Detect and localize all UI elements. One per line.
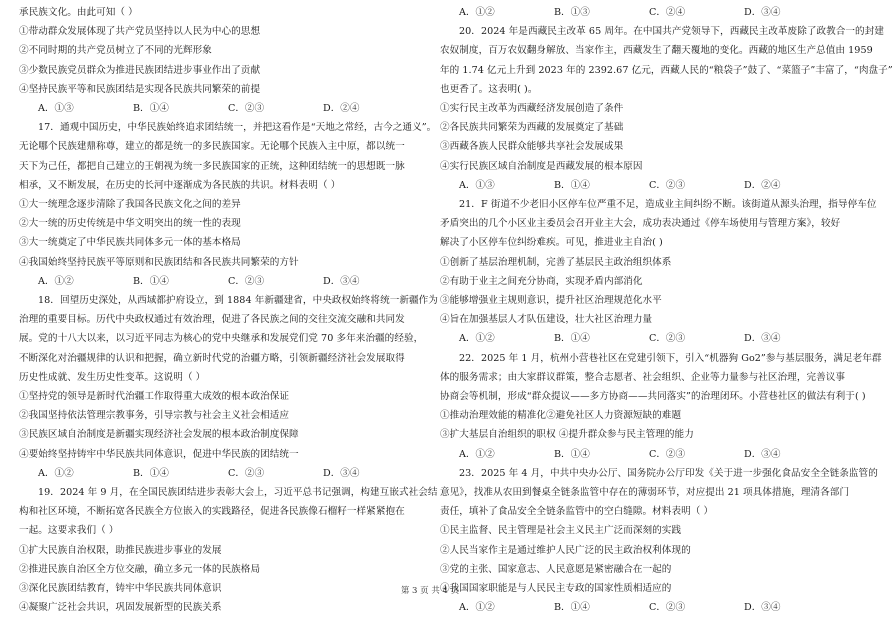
answer-option: B．①④ [554, 448, 590, 460]
answer-option: A．①③ [38, 103, 74, 115]
right-column [440, 3, 893, 618]
answer-options [19, 272, 424, 291]
answer-option: C．②③ [649, 333, 686, 345]
text-line: 不断深化对治疆规律的认识和把握，确立新时代党的治疆方略，引领新疆经济社会发展取得 [19, 352, 405, 364]
answer-option: D．③④ [744, 448, 781, 460]
text-line: ①坚持党的领导是新时代治疆工作取得重大成效的根本政治保证 [19, 391, 290, 403]
answer-option: D．③④ [744, 7, 781, 18]
text-line: ②推进民族自治区全方位交融，确立多元一体的民族格局 [19, 563, 261, 575]
text-line: 治理的重要目标。历代中央政权通过有效治理，促进了各民族之间的交往交流交融和共同发 [19, 314, 405, 326]
answer-options [19, 464, 424, 483]
answer-option: C．②④ [649, 7, 686, 18]
text-line: 协商会等机制，形成“群众提议——多方协商——共同落实”的治理闭环。小营巷社区的做法有利于( ) [440, 391, 866, 403]
text-line: 农奴制度，百万农奴翻身解放、当家作主，西藏发生了翻天覆地的变化。西藏的地区生产总值由 1959 [440, 45, 873, 57]
text-line: ②有助于业主之间充分协商，实现矛盾内部消化 [440, 275, 643, 287]
answer-option: C．②③ [228, 275, 265, 287]
question-stem: 19．2024 年 9 月，在全国民族团结进步表彰大会上，习近平总书记强调，构建互嵌式社会结 [38, 487, 438, 499]
answer-option: A．①② [38, 467, 74, 479]
text-line: ①带动群众发展体现了共产党员坚持以人民为中心的思想 [19, 26, 261, 38]
text-line: ②人民当家作主是通过维护人民广泛的民主政治权利体现的 [440, 544, 691, 556]
answer-option: C．②③ [649, 448, 686, 460]
text-line: ②各民族共同繁荣为西藏的发展奠定了基础 [440, 122, 624, 134]
text-line: ④我国国家职能是与人民民主专政的国家性质相适应的 [440, 583, 672, 595]
text-line: 无论哪个民族建鼎称尊，建立的都是统一的多民族国家。无论哪个民族入主中原，都以统一 [19, 141, 405, 153]
text-line: 展。党的十八大以来，以习近平同志为核心的党中央继承和发展党们党 70 多年来治疆的经验， [19, 333, 424, 345]
text-line: ②不同时期的共产党员树立了不同的光辉形象 [19, 45, 212, 57]
answer-option: A．①② [459, 7, 495, 18]
text-line: 一起。这要求我们（ ） [19, 525, 119, 537]
answer-option: B．①④ [554, 179, 590, 191]
text-line: 相承，又不断发展，在历史的长河中逐渐成为各民族的共识。材料表明（ ） [19, 179, 341, 191]
page-footer: 第 3 页 共 4 页 [400, 586, 460, 596]
text-line: ③扩大基层自治组织的职权 ④提升群众参与民主管理的能力 [440, 429, 694, 441]
answer-option: B．①④ [133, 275, 169, 287]
answer-option: A．①② [459, 333, 495, 345]
answer-options [440, 598, 845, 617]
answer-option: A．①② [459, 602, 495, 614]
answer-option: A．①③ [459, 179, 495, 191]
text-line: 构和社区环境，不断拓宽各民族全方位嵌入的实践路径，促进各民族像石榴籽一样紧紧抱在 [19, 506, 405, 518]
text-line: 年的 1.74 亿元上升到 2023 年的 2392.67 亿元，西藏人民的“粮袋子”鼓了、“菜篮子”丰富了，“肉盘子” [440, 64, 893, 76]
text-line: ③大一统奠定了中华民族共同体多元一体的基本格局 [19, 237, 241, 249]
text-line: ④凝聚广泛社会共识，巩固发展新型的民族关系 [19, 602, 222, 614]
text-line: ③能够增强业主规则意识，提升社区治理规范化水平 [440, 295, 662, 307]
answer-option: B．①④ [554, 602, 590, 614]
text-line: ④旨在加强基层人才队伍建设，壮大社区治理力量 [440, 314, 653, 326]
text-line: ③党的主张、国家意志、人民意愿是紧密融合在一起的 [440, 563, 672, 575]
text-line: 矛盾突出的几个小区业主委员会召开业主大会，成功表决通过《停车场使用与管理方案》，较好 [440, 218, 841, 230]
answer-option: C．②③ [649, 179, 686, 191]
answer-option: C．②③ [649, 602, 686, 614]
answer-option: C．②③ [228, 103, 265, 115]
text-line: ③深化民族团结教育，铸牢中华民族共同体意识 [19, 583, 222, 595]
answer-options [440, 3, 845, 22]
answer-option: B．①④ [133, 467, 169, 479]
question-stem: 20．2024 年是西藏民主改革 65 周年。在中国共产党领导下，西藏民主改革废除了政教合一的封建 [459, 26, 884, 38]
text-line: ①大一统理念逐步清除了我国各民族文化之间的差异 [19, 199, 241, 211]
answer-options [19, 99, 424, 118]
answer-option: D．②④ [323, 103, 360, 115]
answer-option: B．①③ [554, 7, 590, 18]
text-line: ①实行民主改革为西藏经济发展创造了条件 [440, 103, 624, 115]
text-line: 天下为己任，都把自己建立的王朝视为统一多民族国家的正统，这种团结统一的思想既一脉 [19, 160, 405, 172]
answer-options [440, 176, 845, 195]
answer-options [440, 329, 845, 348]
text-line: ②大一统的历史传统是中华文明突出的统一性的表现 [19, 218, 241, 230]
text-line: ④我国始终坚持民族平等原则和民族团结和各民族共同繁荣的方针 [19, 256, 299, 268]
answer-option: B．①④ [554, 333, 590, 345]
answer-option: A．①② [38, 275, 74, 287]
text-line: 体的服务需求；由大家群议群策，整合志愿者、社会组织、企业等力量参与社区治理，完善议事 [440, 371, 846, 383]
text-line: 解决了小区停车位纠纷难疾。可见，推进业主自治( ) [440, 237, 663, 249]
text-line: ②我国坚持依法管理宗教事务，引导宗教与社会主义社会相适应 [19, 410, 290, 422]
question-stem: 18．回望历史深处，从西域都护府设立，到 1884 年新疆建省，中央政权始终将统一新疆作为 [38, 295, 438, 307]
answer-option: A．①② [459, 448, 495, 460]
text-line: ④要始终坚持铸牢中华民族共同体意识，促进中华民族的团结统一 [19, 448, 299, 460]
answer-option: D．③④ [744, 602, 781, 614]
text-line: 历史性成就、发生历史性变革。这说明（ ） [19, 371, 206, 383]
answer-option: D．②④ [744, 179, 781, 191]
text-line: 责任，填补了食品安全全链条监管中的空白缝隙。材料表明（ ） [440, 506, 714, 518]
text-line: ③少数民族党员群众为推进民族团结进步事业作出了贡献 [19, 64, 261, 76]
answer-option: D．③④ [323, 467, 360, 479]
text-line: ①推动治理效能的精准化②避免社区人力资源短缺的难题 [440, 410, 682, 422]
question-stem: 23．2025 年 4 月，中共中央办公厅、国务院办公厅印发《关于进一步强化食品安全全链条监管的 [459, 467, 878, 479]
text-line: ①扩大民族自治权限，助推民族进步事业的发展 [19, 544, 222, 556]
text-line: ①民主监督、民主管理是社会主义民主广泛而深刻的实践 [440, 525, 682, 537]
answer-options [440, 445, 845, 464]
answer-option: D．③④ [323, 275, 360, 287]
text-line: ③西藏各族人民群众能够共享社会发展成果 [440, 141, 624, 153]
text-line: ①创新了基层治理机制，完善了基层民主政治组织体系 [440, 256, 672, 268]
answer-option: C．②③ [228, 467, 265, 479]
question-stem: 21．F 街道不少老旧小区停车位严重不足，造成业主间纠纷不断。该街道从源头治理，指导停车位 [459, 199, 877, 211]
text-line: 承民族文化。由此可知（ ） [19, 7, 138, 18]
answer-option: B．①④ [133, 103, 169, 115]
answer-option: D．③④ [744, 333, 781, 345]
question-stem: 17．通观中国历史，中华民族始终追求团结统一，并把这看作是“天地之常经，古今之通义”。 [38, 122, 437, 134]
text-line: ④实行民族区域自治制度是西藏发展的根本原因 [440, 160, 643, 172]
text-line: 也更香了。这表明( )。 [440, 83, 538, 95]
text-line: ③民族区域自治制度是新疆实现经济社会发展的根本政治制度保障 [19, 429, 299, 441]
text-line: ④坚持民族平等和民族团结是实现各民族共同繁荣的前提 [19, 83, 261, 95]
question-stem: 22．2025 年 1 月，杭州小营巷社区在党建引领下，引入“机器狗 Go2”参与基层服务，满足老年群 [459, 352, 882, 364]
text-line: 意见》，找准从农田到餐桌全链条监管中存在的薄弱环节，对应提出 21 项具体措施，理清各部门 [440, 487, 850, 499]
